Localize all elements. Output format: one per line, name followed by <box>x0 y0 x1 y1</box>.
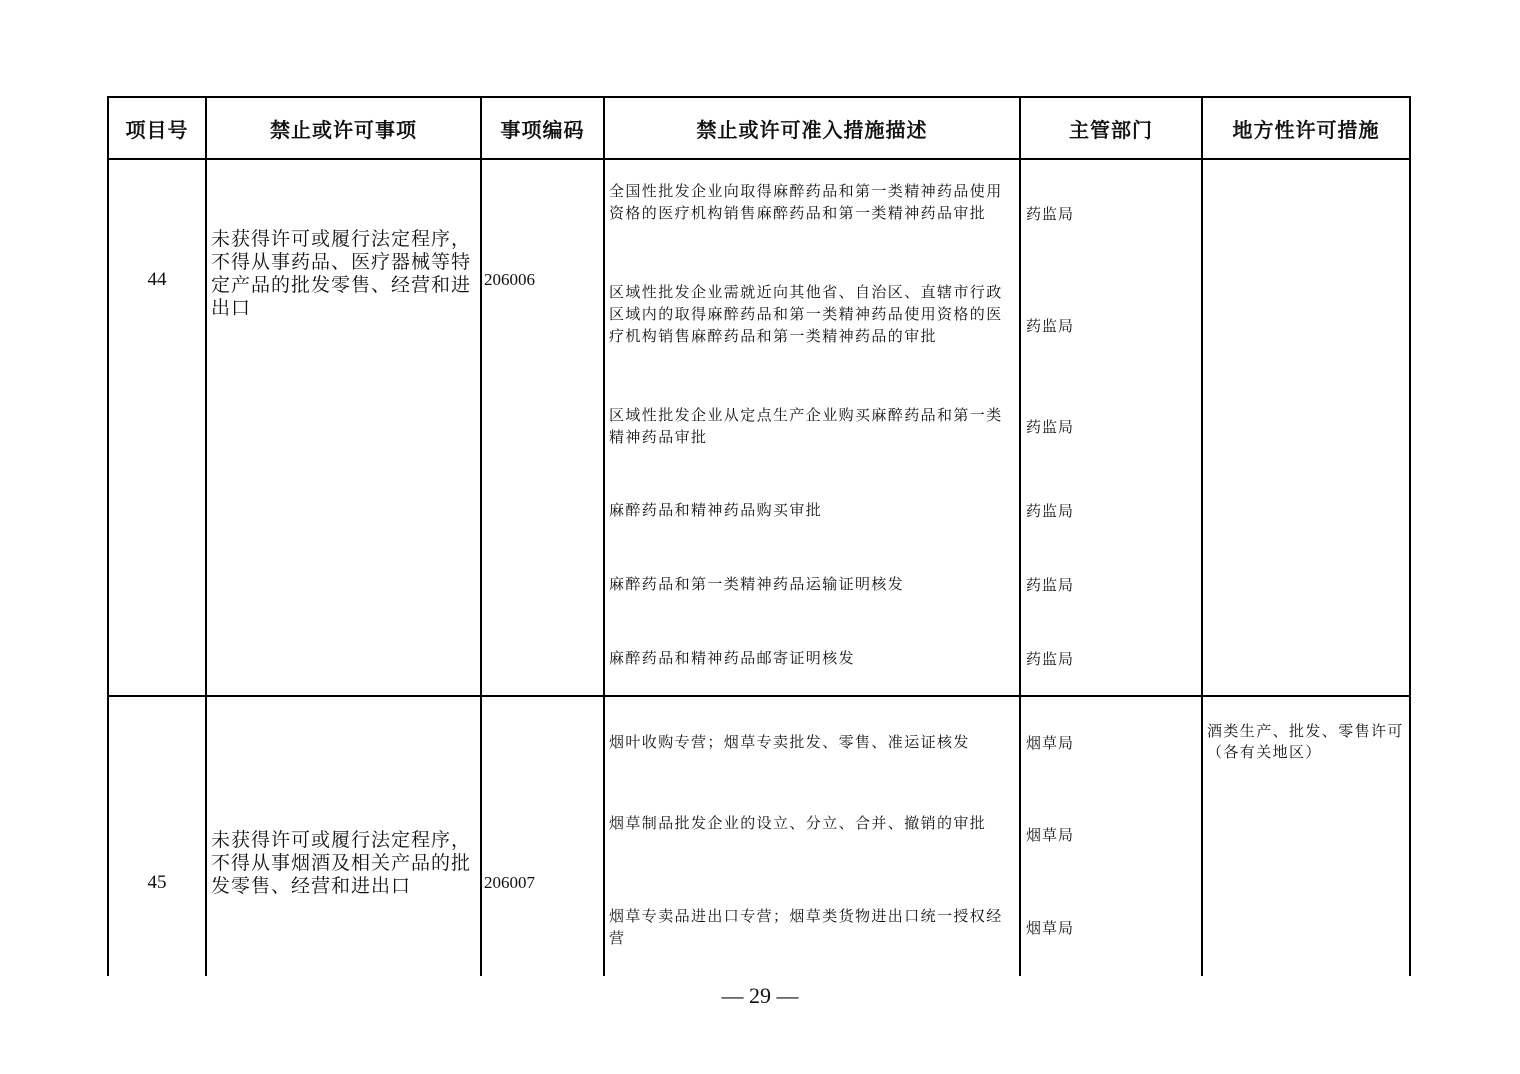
row-number: 44 <box>147 269 167 290</box>
measure-department: 药监局 <box>1026 317 1075 335</box>
header-department: 主管部门 <box>1069 117 1153 142</box>
header-project-number: 项目号 <box>125 117 189 142</box>
column-border <box>480 96 482 976</box>
header-local-measures: 地方性许可措施 <box>1232 117 1380 142</box>
measure-department: 药监局 <box>1026 576 1075 594</box>
row-separator <box>107 695 1411 697</box>
header-measure-description: 禁止或许可准入措施描述 <box>696 117 928 142</box>
row-code: 206006 <box>484 270 535 289</box>
row-code: 206007 <box>484 873 535 892</box>
measure-department: 药监局 <box>1026 502 1075 520</box>
measure-description: 烟叶收购专营；烟草专卖批发、零售、准运证核发 <box>609 733 970 751</box>
column-border <box>205 96 207 976</box>
measure-description: 区域性批发企业需就近向其他省、自治区、直辖市行政区域内的取得麻醉药品和第一类精神药品使用资格的医疗机构销售麻醉药品和第一类精神药品的审批 <box>609 283 1003 345</box>
measure-description: 烟草专卖品进出口专营；烟草类货物进出口统一授权经营 <box>609 907 1003 947</box>
row-item: 未获得许可或履行法定程序，不得从事药品、医疗器械等特定产品的批发零售、经营和进出口 <box>211 228 472 319</box>
measure-description: 麻醉药品和精神药品邮寄证明核发 <box>609 649 856 667</box>
header-item: 禁止或许可事项 <box>270 117 417 142</box>
column-border <box>1019 96 1021 976</box>
measure-description: 麻醉药品和第一类精神药品运输证明核发 <box>609 575 905 593</box>
header-item-code: 事项编码 <box>500 117 585 142</box>
column-border <box>107 96 109 976</box>
column-border <box>1409 96 1411 976</box>
measure-description: 全国性批发企业向取得麻醉药品和第一类精神药品使用资格的医疗机构销售麻醉药品和第一类精神药品审批 <box>609 182 1003 222</box>
measure-department: 烟草局 <box>1026 734 1075 752</box>
measure-department: 药监局 <box>1026 650 1075 668</box>
column-border <box>1201 96 1203 976</box>
row-local-measure: 酒类生产、批发、零售许可（各有关地区） <box>1207 722 1404 761</box>
row-item: 未获得许可或履行法定程序，不得从事烟酒及相关产品的批发零售、经营和进出口 <box>211 829 472 897</box>
measure-department: 烟草局 <box>1026 826 1075 844</box>
page-number: — 29 — <box>721 983 799 1008</box>
column-border <box>603 96 605 976</box>
measure-department: 烟草局 <box>1026 919 1075 937</box>
measure-department: 药监局 <box>1026 418 1075 436</box>
measure-description: 区域性批发企业从定点生产企业购买麻醉药品和第一类精神药品审批 <box>609 406 1003 446</box>
row-number: 45 <box>147 872 167 893</box>
measure-description: 麻醉药品和精神药品购买审批 <box>609 501 823 519</box>
measure-description: 烟草制品批发企业的设立、分立、合并、撤销的审批 <box>609 814 987 832</box>
measure-department: 药监局 <box>1026 205 1075 223</box>
header-bottom-border <box>107 158 1411 160</box>
